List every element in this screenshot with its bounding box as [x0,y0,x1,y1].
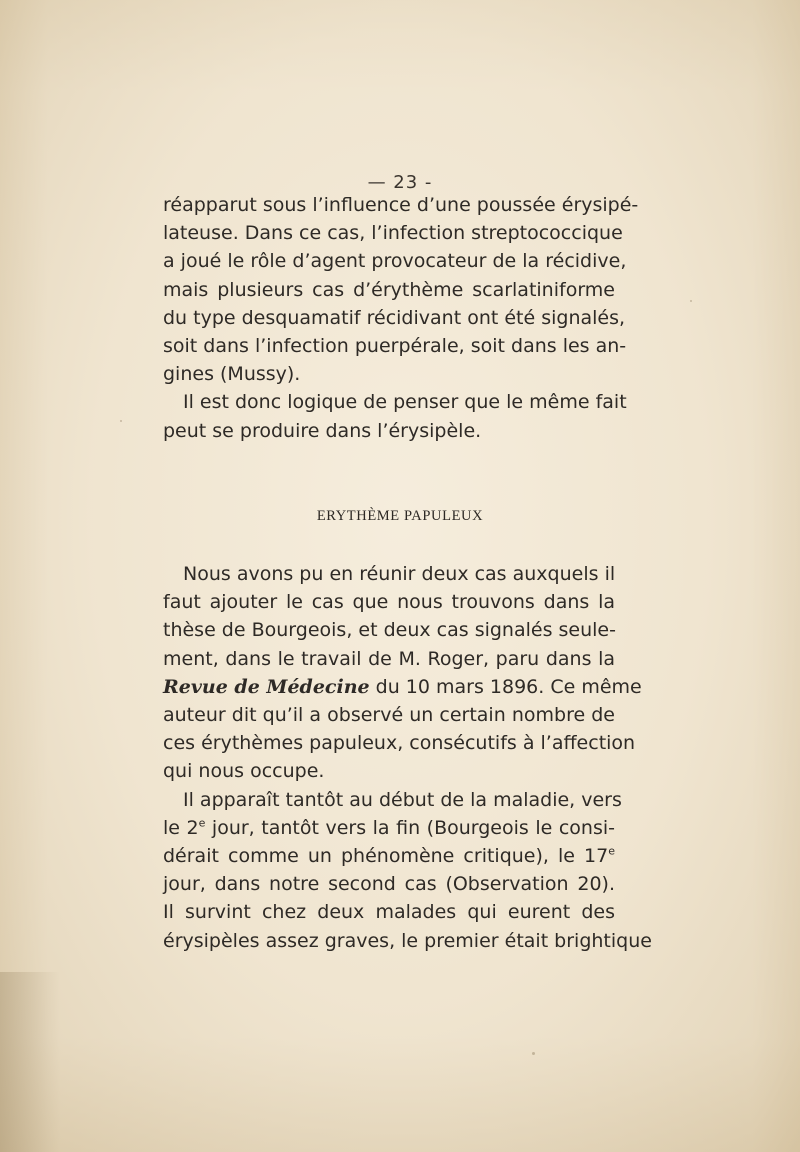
text-line: a joué le rôle d’agent provocateur de la récidive, [163,250,627,273]
text-block-bottom [163,560,652,955]
text-line: gines (Mussy). [163,363,301,386]
text-line: Il apparaît tantôt au début de la maladie, vers [183,788,622,811]
text-line: mais plusieurs cas d’érythème scarlatiniforme [163,278,615,301]
text-line: qui nous occupe. [163,760,325,783]
text-line: ces érythèmes papuleux, consécutifs à l’affection [163,732,636,755]
text-fragment: dérait comme un phénomène critique), le 17 [163,845,609,868]
journal-title: Revue de Médecine [163,675,370,698]
text-line: ment, dans le travail de M. Roger, paru dans la [163,647,615,670]
section-heading: ERYTHÈME PAPULEUX [316,508,484,524]
paper-speck [690,300,692,302]
text-line: Il est donc logique de penser que le même fait [183,391,627,414]
text-line: auteur dit qu’il a observé un certain nombre de [163,704,615,727]
text-fragment: le 2 [163,816,199,839]
text-line: du type desquamatif récidivant ont été signalés, [163,306,626,329]
paper-speck [120,420,122,422]
text-line: jour, dans notre second cas (Observation 20). [163,873,615,896]
text-line: Il survint chez deux malades qui eurent des [163,901,615,924]
text-line [163,814,615,842]
text-line [163,673,642,701]
text-line: Nous avons pu en réunir deux cas auxquels il [183,563,616,585]
text-line: peut se produire dans l’érysipèle. [163,419,482,442]
superscript: e [608,844,615,858]
text-line: érysipèles assez graves, le premier était brightique [163,929,652,952]
text-block-top [163,191,639,445]
text-line: soit dans l’infection puerpérale, soit dans les an- [163,335,627,358]
paper-stain [0,972,60,1152]
text-line [163,842,615,870]
text-line: thèse de Bourgeois, et deux cas signalés seule- [163,619,616,642]
superscript: e [198,816,206,830]
paper-speck [532,1052,535,1055]
text-fragment: jour, tantôt vers la fin (Bourgeois le consi- [205,816,615,839]
text-line: réapparut sous l’influence d’une poussée érysipé- [163,194,639,216]
page-number: — 23 - [367,172,433,193]
text-line: lateuse. Dans ce cas, l’infection streptococcique [163,222,623,245]
text-line: faut ajouter le cas que nous trouvons dans la [163,591,615,614]
text-fragment: du 10 mars 1896. Ce même [369,675,642,698]
